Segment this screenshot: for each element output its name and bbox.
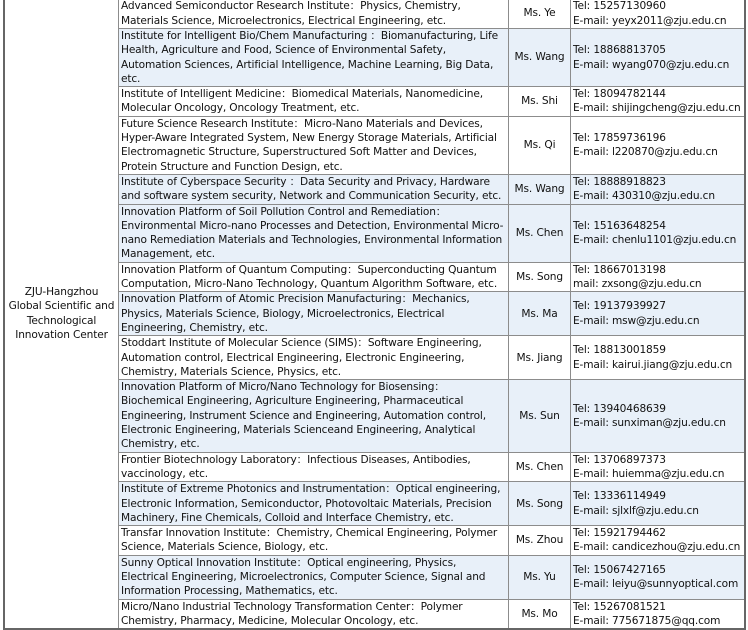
email-address[interactable]: E-mail: chenlu1101@zju.edu.cn <box>573 234 737 247</box>
email-address[interactable]: E-mail: wyang070@zju.edu.cn <box>573 58 730 71</box>
institute-description: Frontier Biotechnology Laboratory：Infectious Diseases, Antibodies, vaccinology, etc. <box>121 453 471 480</box>
phone-number: Tel: 13940468639 <box>573 402 666 415</box>
contact-person: Ms. Yu <box>523 570 556 583</box>
phone-number: Tel: 18667013198 <box>573 263 666 276</box>
contact-info-cell <box>571 262 746 292</box>
contact-person: Ms. Ma <box>521 307 558 320</box>
institute-cell <box>119 29 509 87</box>
institute-description: Innovation Platform of Soil Pollution Control and Remediation：Environmental Micro-nano Processes and Detection, Environmental Micro-nano Remediation Materials and Technologies, Environmental Information Management, etc. <box>121 205 504 261</box>
contact-person: Ms. Ye <box>523 7 556 20</box>
contact-person-cell <box>509 336 571 380</box>
contact-person-cell <box>509 262 571 292</box>
phone-number: Tel: 15067427165 <box>573 563 666 576</box>
email-address[interactable]: E-mail: candicezhou@zju.edu.cn <box>573 541 741 554</box>
institute-description: Institute of Intelligent Medicine：Biomedical Materials, Nanomedicine, Molecular Oncology, Oncology Treatment, etc. <box>121 88 483 115</box>
contact-person-cell <box>509 116 571 174</box>
email-address[interactable]: E-mail: 775671875@qq.com <box>573 614 721 627</box>
contact-person-cell <box>509 87 571 117</box>
center-name-cell <box>4 0 119 629</box>
institute-description: Micro/Nano Industrial Technology Transformation Center：Polymer Chemistry, Pharmacy, Medicine, Molecular Oncology, etc. <box>121 600 463 627</box>
table-body <box>4 0 745 629</box>
contact-person: Ms. Mo <box>521 607 558 620</box>
contact-person: Ms. Chen <box>515 460 564 473</box>
phone-number: Tel: 18094782144 <box>573 88 666 101</box>
email-address[interactable]: E-mail: 430310@zju.edu.cn <box>573 190 715 203</box>
institute-cell <box>119 526 509 556</box>
institute-description: Advanced Semiconductor Research Institute：Physics, Chemistry, Materials Science, Microelectronics, Electrical Engineering, etc. <box>121 0 461 27</box>
contact-info-cell <box>571 555 746 599</box>
contact-person: Ms. Jiang <box>516 351 563 364</box>
contact-person-cell <box>509 0 571 29</box>
phone-number: Tel: 19137939927 <box>573 300 666 313</box>
phone-number: Tel: 18813001859 <box>573 344 666 357</box>
email-address[interactable]: E-mail: sjlxlf@zju.edu.cn <box>573 504 699 517</box>
phone-number: Tel: 18868813705 <box>573 44 666 57</box>
contact-person-cell <box>509 29 571 87</box>
institute-description: Innovation Platform of Quantum Computing：Superconducting Quantum Computation, Micro-Nano Technology, Quantum Algorithm Software, etc. <box>121 263 498 291</box>
contact-info-cell <box>571 526 746 556</box>
phone-number: Tel: 15163648254 <box>573 219 666 232</box>
contact-info-cell <box>571 380 746 452</box>
institute-description: Institute of Extreme Photonics and Instrumentation：Optical engineering, Electronic Information, Semiconductor, Photovoltaic Materials, Precision Machinery, Fine Chemicals, Colloid and Interface Chemistry, etc. <box>121 483 501 524</box>
contact-person-cell <box>509 526 571 556</box>
institute-cell <box>119 204 509 262</box>
institute-cell <box>119 599 509 629</box>
contact-person: Ms. Wang <box>514 51 565 64</box>
institute-description: Institute for Intelligent Bio/Chem Manufacturing ：Biomanufacturing, Life Health, Agriculture and Food, Science of Environmental Safety, Automation Sciences, Artificial Intelligence, Machine Learning, Big Data, etc. <box>121 30 498 85</box>
contact-person-cell <box>509 482 571 526</box>
table-row <box>4 0 745 29</box>
institute-description: Innovation Platform of Micro/Nano Technology for Biosensing：Biochemical Engineering, Agriculture Engineering, Pharmaceutical Engineering, Instrument Science and Engineering, Automation control, Electronic Engineering, Materials Scienceand Engineering, Analytical Chemistry, etc. <box>121 381 486 451</box>
contact-person: Ms. Song <box>516 497 563 510</box>
phone-number: Tel: 13336114949 <box>573 490 666 503</box>
contact-person-cell <box>509 204 571 262</box>
contact-info-cell <box>571 482 746 526</box>
phone-number: Tel: 17859736196 <box>573 132 666 145</box>
institute-description: Innovation Platform of Atomic Precision Manufacturing：Mechanics, Physics, Materials Science, Biology, Microelectronics, Electrical Engineering, Chemistry, etc. <box>121 293 470 334</box>
contact-person: Ms. Sun <box>519 409 560 422</box>
contact-person: Ms. Wang <box>514 183 565 196</box>
contact-person-cell <box>509 380 571 452</box>
contact-info-cell <box>571 87 746 117</box>
contact-person: Ms. Zhou <box>515 534 564 547</box>
institute-description: Institute of Cyberspace Security ：Data Security and Privacy, Hardware and software system security, Network and Communication Security, etc. <box>121 175 502 203</box>
email-address[interactable]: mail: zxsong@zju.edu.cn <box>573 278 702 291</box>
institute-description: Future Science Research Institute：Micro-Nano Materials and Devices, Hyper-Aware Integrated System, New Energy Storage Materials, Artificial Electromagnetic Structure, Superstructured Soft Matter and Devices, Protein Structure and Function Design, etc. <box>121 117 497 173</box>
institute-contact-table <box>3 0 746 630</box>
contact-person: Ms. Qi <box>523 139 556 152</box>
contact-info-cell <box>571 452 746 482</box>
institute-description: Stoddart Institute of Molecular Science (SIMS)：Software Engineering, Automation control, Electrical Engineering, Electronic Engineering, Chemistry, Materials Science, Physics, etc. <box>121 337 482 378</box>
contact-person: Ms. Song <box>516 270 563 283</box>
contact-info-cell <box>571 174 746 204</box>
center-name: ZJU-Hangzhou Global Scientific and Technological Innovation Center <box>8 285 115 341</box>
contact-person-cell <box>509 555 571 599</box>
contact-person-cell <box>509 599 571 629</box>
institute-description: Sunny Optical Innovation Institute：Optical engineering, Physics, Electrical Engineering, Microelectronics, Computer Science, Signal and Information Processing, Mathematics, etc. <box>121 556 486 598</box>
email-address[interactable]: E-mail: msw@zju.edu.cn <box>573 314 700 327</box>
contact-info-cell <box>571 599 746 629</box>
email-address[interactable]: E-mail: leiyu@sunnyoptical.com <box>573 578 739 591</box>
contact-info-cell <box>571 0 746 29</box>
institute-cell <box>119 555 509 599</box>
contact-person: Ms. Shi <box>521 95 558 108</box>
contact-person-cell <box>509 452 571 482</box>
institute-cell <box>119 262 509 292</box>
institute-cell <box>119 380 509 452</box>
institute-cell <box>119 116 509 174</box>
contact-info-cell <box>571 116 746 174</box>
phone-number: Tel: 15267081521 <box>573 600 666 613</box>
phone-number: Tel: 18888918823 <box>573 175 666 188</box>
contact-person-cell <box>509 292 571 336</box>
contact-info-cell <box>571 292 746 336</box>
email-address[interactable]: E-mail: kairui.jiang@zju.edu.cn <box>573 358 733 371</box>
contact-info-cell <box>571 204 746 262</box>
email-address[interactable]: E-mail: yeyx2011@zju.edu.cn <box>573 14 727 27</box>
institute-cell <box>119 87 509 117</box>
institute-cell <box>119 452 509 482</box>
institute-description: Transfar Innovation Institute：Chemistry, Chemical Engineering, Polymer Science, Materials Science, Biology, etc. <box>121 527 498 554</box>
email-address[interactable]: E-mail: l220870@zju.edu.cn <box>573 146 718 159</box>
contact-person-cell <box>509 174 571 204</box>
contact-person: Ms. Chen <box>515 227 564 239</box>
institute-cell <box>119 174 509 204</box>
phone-number: Tel: 13706897373 <box>573 453 666 466</box>
phone-number: Tel: 15257130960 <box>573 0 666 13</box>
email-address[interactable]: E-mail: shijingcheng@zju.edu.cn <box>573 102 741 115</box>
contact-info-cell <box>571 336 746 380</box>
phone-number: Tel: 15921794462 <box>573 527 666 540</box>
institute-cell <box>119 482 509 526</box>
institute-cell <box>119 336 509 380</box>
institute-cell <box>119 0 509 29</box>
contact-info-cell <box>571 29 746 87</box>
institute-cell <box>119 292 509 336</box>
email-address[interactable]: E-mail: sunximan@zju.edu.cn <box>573 416 726 429</box>
email-address[interactable]: E-mail: huiemma@zju.edu.cn <box>573 467 725 480</box>
